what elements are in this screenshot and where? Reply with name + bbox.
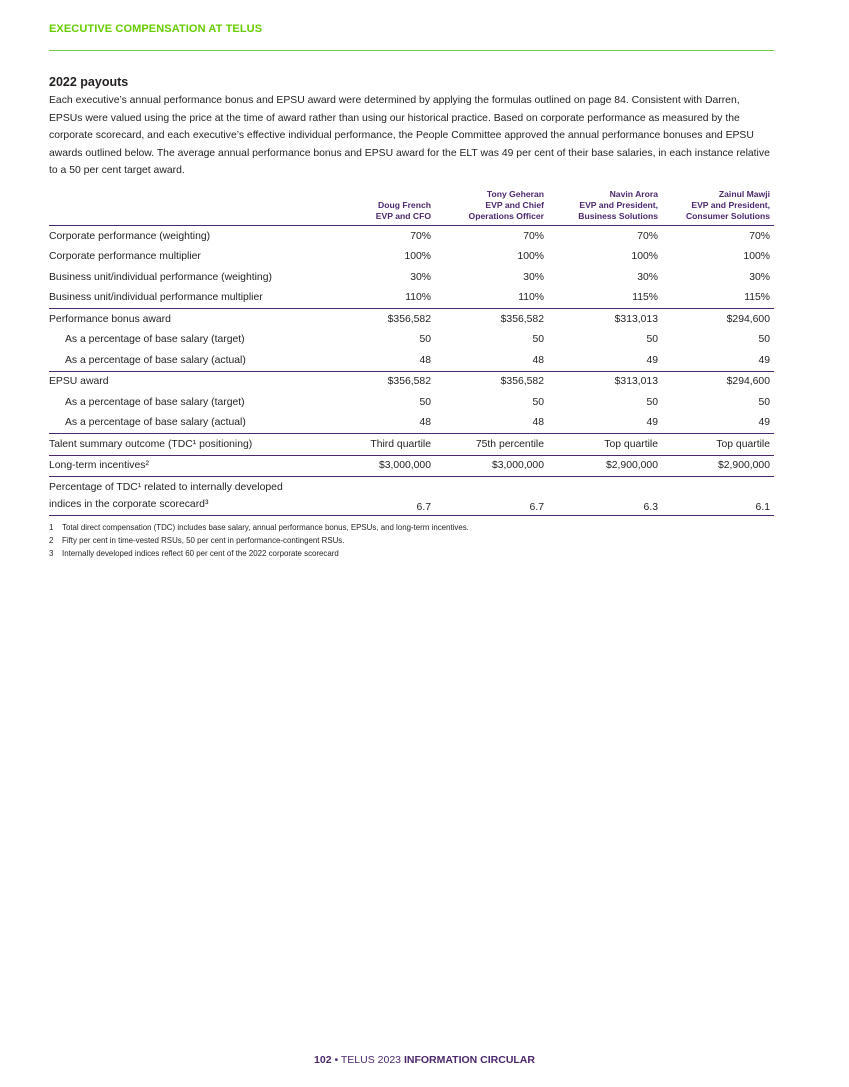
cell-value: 50 bbox=[419, 334, 431, 346]
cell-value: 50 bbox=[758, 396, 770, 408]
column-name: Zainul Mawji bbox=[718, 189, 770, 199]
column-name: Tony Geheran bbox=[486, 189, 544, 199]
cell-value: 70% bbox=[410, 230, 431, 242]
cell-value: Third quartile bbox=[313, 434, 435, 456]
table-row bbox=[49, 267, 774, 288]
row-label: Corporate performance (weighting) bbox=[49, 230, 211, 242]
table-row bbox=[49, 455, 774, 477]
cell-value: 30% bbox=[749, 271, 770, 283]
cell-value: 70% bbox=[749, 230, 770, 242]
cell-value: 70% bbox=[523, 230, 544, 242]
table-row bbox=[49, 247, 774, 268]
cell-value: 100% bbox=[743, 251, 770, 263]
cell-value: 49 bbox=[548, 350, 662, 371]
page-header: EXECUTIVE COMPENSATION AT TELUS bbox=[49, 23, 263, 35]
intro-text: Each executive’s annual performance bonus and EPSU award were determined by applying the formulas outlined on page 84. Consistent with Darren, EPSUs were valued using the price at the time of award rather than using our historical practice. Based on corporate performance as measured by the corporate scorecard, and each executive’s effective individual performance, the People Committee approved the annual performance bonuses and EPSU awards outlined below. The average annual performance bonus and EPSU award for the ELT was 49 per cent of their base salaries, in each instance relative to a 50 per cent target award. bbox=[49, 95, 770, 176]
column-header-tony-geheran bbox=[435, 189, 548, 226]
table-row bbox=[49, 350, 774, 371]
cell-value: 75th percentile bbox=[435, 434, 548, 456]
cell-value: $356,582 bbox=[387, 376, 431, 388]
cell-value: 30% bbox=[410, 271, 431, 283]
footnote-number: 3 bbox=[49, 549, 54, 558]
row-label: Business unit/individual performance multiplier bbox=[49, 288, 313, 309]
cell-value: 115% bbox=[548, 288, 662, 309]
row-label: As a percentage of base salary (actual) bbox=[49, 413, 313, 434]
table-row bbox=[49, 330, 774, 351]
cell-value: 30% bbox=[637, 271, 658, 283]
row-label: Long-term incentives² bbox=[49, 455, 313, 477]
cell-value: 49 bbox=[662, 350, 774, 371]
cell-value: Top quartile bbox=[662, 434, 774, 456]
page-footer bbox=[0, 1054, 849, 1066]
column-header-zainul-mawji bbox=[662, 189, 774, 226]
cell-value: 50 bbox=[758, 334, 770, 346]
cell-value: 48 bbox=[313, 413, 435, 434]
cell-value: 115% bbox=[662, 288, 774, 309]
footnote bbox=[49, 534, 774, 547]
cell-value: 50 bbox=[646, 396, 658, 408]
cell-value: 6.7 bbox=[435, 477, 548, 516]
footer-bullet: • bbox=[334, 1054, 339, 1066]
cell-value: 48 bbox=[313, 350, 435, 371]
cell-value: 110% bbox=[313, 288, 435, 309]
footnote-text: Total direct compensation (TDC) includes base salary, annual performance bonus, EPSUs, and long-term incentives. bbox=[62, 523, 469, 532]
column-name: Navin Arora bbox=[609, 189, 658, 199]
row-label: Talent summary outcome (TDC¹ positioning) bbox=[49, 434, 313, 456]
table-row bbox=[49, 309, 774, 330]
row-label-line: indices in the corporate scorecard³ bbox=[49, 499, 209, 510]
cell-value: $2,900,000 bbox=[662, 455, 774, 477]
footnotes bbox=[49, 521, 774, 560]
row-label: EPSU award bbox=[49, 376, 109, 388]
cell-value: Top quartile bbox=[548, 434, 662, 456]
column-title: EVP and Chief bbox=[485, 200, 544, 210]
table-row bbox=[49, 288, 774, 309]
table-row bbox=[49, 434, 774, 456]
row-label: As a percentage of base salary (actual) bbox=[49, 350, 313, 371]
column-title: EVP and CFO bbox=[375, 211, 431, 221]
cell-value: 50 bbox=[646, 334, 658, 346]
cell-value: 30% bbox=[523, 271, 544, 283]
table-row bbox=[49, 392, 774, 413]
footer-document-title: INFORMATION CIRCULAR bbox=[403, 1054, 535, 1066]
table-row bbox=[49, 477, 774, 516]
footnote-text: Fifty per cent in time-vested RSUs, 50 per cent in performance-contingent RSUs. bbox=[62, 536, 345, 545]
cell-value: 49 bbox=[548, 413, 662, 434]
footnote bbox=[49, 547, 774, 560]
cell-value: 50 bbox=[532, 334, 544, 346]
row-label bbox=[49, 477, 313, 516]
cell-value: $294,600 bbox=[726, 313, 770, 325]
column-title: EVP and President, bbox=[579, 200, 658, 210]
column-title-extra: Consumer Solutions bbox=[685, 211, 770, 221]
row-label: As a percentage of base salary (target) bbox=[65, 396, 245, 408]
cell-value: $3,000,000 bbox=[313, 455, 435, 477]
row-label: Corporate performance multiplier bbox=[49, 251, 201, 263]
cell-value: 50 bbox=[532, 396, 544, 408]
cell-value: $313,013 bbox=[614, 313, 658, 325]
footer-brand: TELUS 2023 bbox=[340, 1054, 402, 1066]
section-title: 2022 payouts bbox=[49, 75, 129, 89]
cell-value: $356,582 bbox=[387, 313, 431, 325]
cell-value: $2,900,000 bbox=[548, 455, 662, 477]
cell-value: 6.3 bbox=[548, 477, 662, 516]
payouts-table bbox=[49, 189, 774, 516]
cell-value: 100% bbox=[404, 251, 431, 263]
column-header-navin-arora bbox=[548, 189, 662, 226]
row-label: As a percentage of base salary (target) bbox=[65, 334, 245, 346]
cell-value: 50 bbox=[419, 396, 431, 408]
cell-value: 48 bbox=[435, 413, 548, 434]
footnote-number: 1 bbox=[49, 523, 54, 532]
footnote-text: Internally developed indices reflect 60 per cent of the 2022 corporate scorecard bbox=[62, 549, 339, 558]
table-row bbox=[49, 371, 774, 392]
header-divider bbox=[49, 50, 774, 51]
header-blank-cell bbox=[49, 189, 313, 226]
cell-value: 110% bbox=[435, 288, 548, 309]
cell-value: 48 bbox=[435, 350, 548, 371]
cell-value: 49 bbox=[662, 413, 774, 434]
table-row bbox=[49, 226, 774, 247]
cell-value: 100% bbox=[631, 251, 658, 263]
row-label: Performance bonus award bbox=[49, 313, 171, 325]
cell-value: 6.7 bbox=[313, 477, 435, 516]
column-title-extra: Operations Officer bbox=[468, 211, 544, 221]
row-label: Business unit/individual performance (weighting) bbox=[49, 271, 272, 283]
cell-value: $356,582 bbox=[500, 376, 544, 388]
cell-value: $313,013 bbox=[614, 376, 658, 388]
cell-value: 70% bbox=[637, 230, 658, 242]
cell-value: $356,582 bbox=[500, 313, 544, 325]
cell-value: $3,000,000 bbox=[435, 455, 548, 477]
column-title-extra: Business Solutions bbox=[578, 211, 658, 221]
table-row bbox=[49, 413, 774, 434]
footnote-number: 2 bbox=[49, 536, 54, 545]
page-number: 102 bbox=[314, 1054, 332, 1066]
cell-value: $294,600 bbox=[726, 376, 770, 388]
table-header-row bbox=[49, 189, 774, 226]
row-label-line: Percentage of TDC¹ related to internally developed bbox=[49, 482, 283, 493]
intro-paragraph bbox=[49, 92, 775, 180]
cell-value: 100% bbox=[517, 251, 544, 263]
cell-value: 6.1 bbox=[662, 477, 774, 516]
footnote bbox=[49, 521, 774, 534]
column-name: Doug French bbox=[378, 200, 431, 210]
column-header-doug-french bbox=[313, 189, 435, 226]
column-title: EVP and President, bbox=[691, 200, 770, 210]
